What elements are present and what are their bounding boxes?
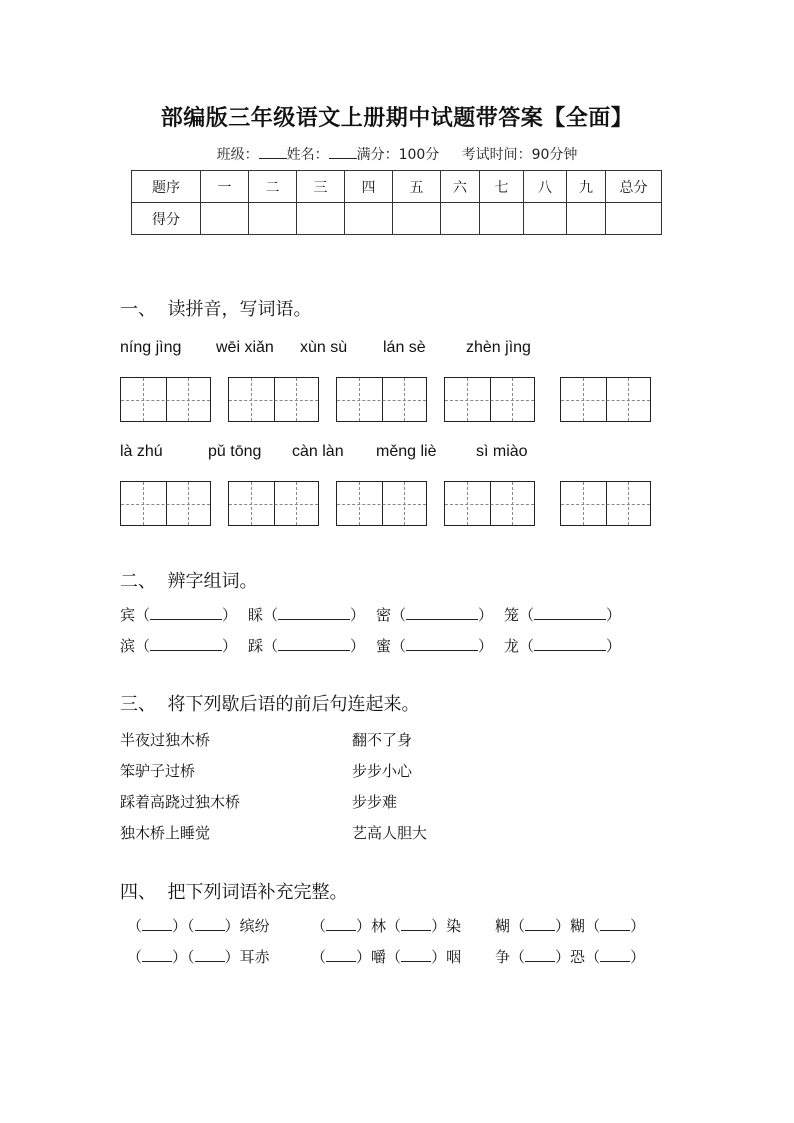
idiom-item: （ ）林（ ）染 [311, 917, 462, 935]
answer-blank[interactable] [326, 916, 356, 931]
page-title: 部编版三年级语文上册期中试题带答案【全面】 [160, 106, 634, 131]
word-item: 睬（ ） [248, 606, 366, 624]
header-cell: 一 [201, 171, 249, 203]
proverb-left[interactable]: 踩着高跷过独木桥 [120, 793, 241, 811]
pinyin: sì miào [476, 443, 528, 460]
score-table-header-row [132, 171, 662, 203]
score-cell[interactable] [393, 203, 441, 235]
answer-blank[interactable] [326, 947, 356, 962]
header-cell: 题序 [132, 171, 201, 203]
answer-blank[interactable] [534, 605, 606, 620]
pinyin: zhèn jìng [466, 339, 531, 356]
answer-blank[interactable] [278, 605, 350, 620]
writing-grid[interactable] [120, 481, 211, 526]
pinyin: lán sè [383, 339, 426, 356]
section3-heading: 三、 将下列歇后语的前后句连起来。 [120, 694, 420, 715]
writing-grid[interactable] [336, 377, 427, 422]
score-cell[interactable] [249, 203, 297, 235]
header-cell: 五 [393, 171, 441, 203]
header-cell: 二 [249, 171, 297, 203]
section1-heading: 一、 读拼音，写词语。 [120, 299, 312, 320]
class-label: 班级： [216, 147, 259, 163]
writing-grid[interactable] [560, 377, 651, 422]
writing-grid[interactable] [228, 481, 319, 526]
pinyin: càn làn [292, 443, 344, 460]
pinyin: pǔ tōng [208, 443, 262, 460]
score-cell[interactable] [606, 203, 662, 235]
score-table-score-row [132, 203, 662, 235]
proverb-left[interactable]: 独木桥上睡觉 [120, 824, 211, 842]
answer-blank[interactable] [525, 947, 555, 962]
word-item: 滨（ ） [120, 637, 238, 655]
score-cell[interactable] [201, 203, 249, 235]
pinyin: měng liè [376, 443, 437, 460]
score-cell[interactable] [480, 203, 524, 235]
section4-heading: 四、 把下列词语补充完整。 [120, 882, 348, 903]
pinyin: xùn sù [300, 339, 348, 356]
proverb-right[interactable]: 步步小心 [352, 762, 413, 780]
answer-blank[interactable] [195, 916, 225, 931]
answer-blank[interactable] [278, 636, 350, 651]
answer-blank[interactable] [150, 605, 222, 620]
writing-grid[interactable] [444, 377, 535, 422]
idiom-item: 糊（ ）糊（ ） [495, 917, 646, 935]
header-cell: 总分 [606, 171, 662, 203]
answer-blank[interactable] [406, 605, 478, 620]
pinyin: là zhú [120, 443, 163, 460]
proverb-right[interactable]: 步步难 [352, 793, 398, 811]
pinyin: níng jìng [120, 339, 182, 356]
proverb-right[interactable]: 翻不了身 [352, 731, 413, 749]
proverb-right[interactable]: 艺高人胆大 [352, 824, 428, 842]
idiom-item: 争（ ）恐（ ） [495, 948, 646, 966]
answer-blank[interactable] [600, 947, 630, 962]
score-cell[interactable] [524, 203, 567, 235]
header-cell: 三 [297, 171, 345, 203]
word-item: 笼（ ） [504, 606, 622, 624]
proverb-left[interactable]: 笨驴子过桥 [120, 762, 196, 780]
idiom-item: （ ）（ ）耳赤 [127, 948, 270, 966]
proverb-left[interactable]: 半夜过独木桥 [120, 731, 211, 749]
writing-grid[interactable] [560, 481, 651, 526]
answer-blank[interactable] [401, 947, 431, 962]
answer-blank[interactable] [150, 636, 222, 651]
score-cell[interactable] [345, 203, 393, 235]
exam-time: 考试时间：90分钟 [461, 147, 578, 163]
header-cell: 八 [524, 171, 567, 203]
score-cell[interactable] [441, 203, 480, 235]
writing-grid[interactable] [228, 377, 319, 422]
score-cell[interactable] [297, 203, 345, 235]
full-score: 满分：100分 [356, 147, 440, 163]
header-cell: 六 [441, 171, 480, 203]
header-cell: 四 [345, 171, 393, 203]
word-item: 踩（ ） [248, 637, 366, 655]
name-blank[interactable] [329, 144, 357, 159]
header-cell: 七 [480, 171, 524, 203]
exam-info-line [0, 144, 794, 164]
answer-blank[interactable] [142, 947, 172, 962]
answer-blank[interactable] [600, 916, 630, 931]
answer-blank[interactable] [534, 636, 606, 651]
writing-grid[interactable] [444, 481, 535, 526]
writing-grid[interactable] [120, 377, 211, 422]
answer-blank[interactable] [142, 916, 172, 931]
score-table [131, 170, 662, 235]
answer-blank[interactable] [401, 916, 431, 931]
answer-blank[interactable] [406, 636, 478, 651]
answer-blank[interactable] [525, 916, 555, 931]
word-item: 蜜（ ） [376, 637, 494, 655]
header-cell: 九 [567, 171, 606, 203]
idiom-item: （ ）（ ）缤纷 [127, 917, 270, 935]
word-item: 龙（ ） [504, 637, 622, 655]
row-label: 得分 [132, 203, 201, 235]
writing-grid[interactable] [336, 481, 427, 526]
name-label: 姓名： [286, 147, 329, 163]
idiom-item: （ ）嚼（ ）咽 [311, 948, 462, 966]
score-cell[interactable] [567, 203, 606, 235]
answer-blank[interactable] [195, 947, 225, 962]
word-item: 宾（ ） [120, 606, 238, 624]
section2-heading: 二、 辨字组词。 [120, 571, 258, 592]
class-blank[interactable] [259, 144, 287, 159]
pinyin: wēi xiǎn [216, 339, 274, 356]
word-item: 密（ ） [376, 606, 494, 624]
